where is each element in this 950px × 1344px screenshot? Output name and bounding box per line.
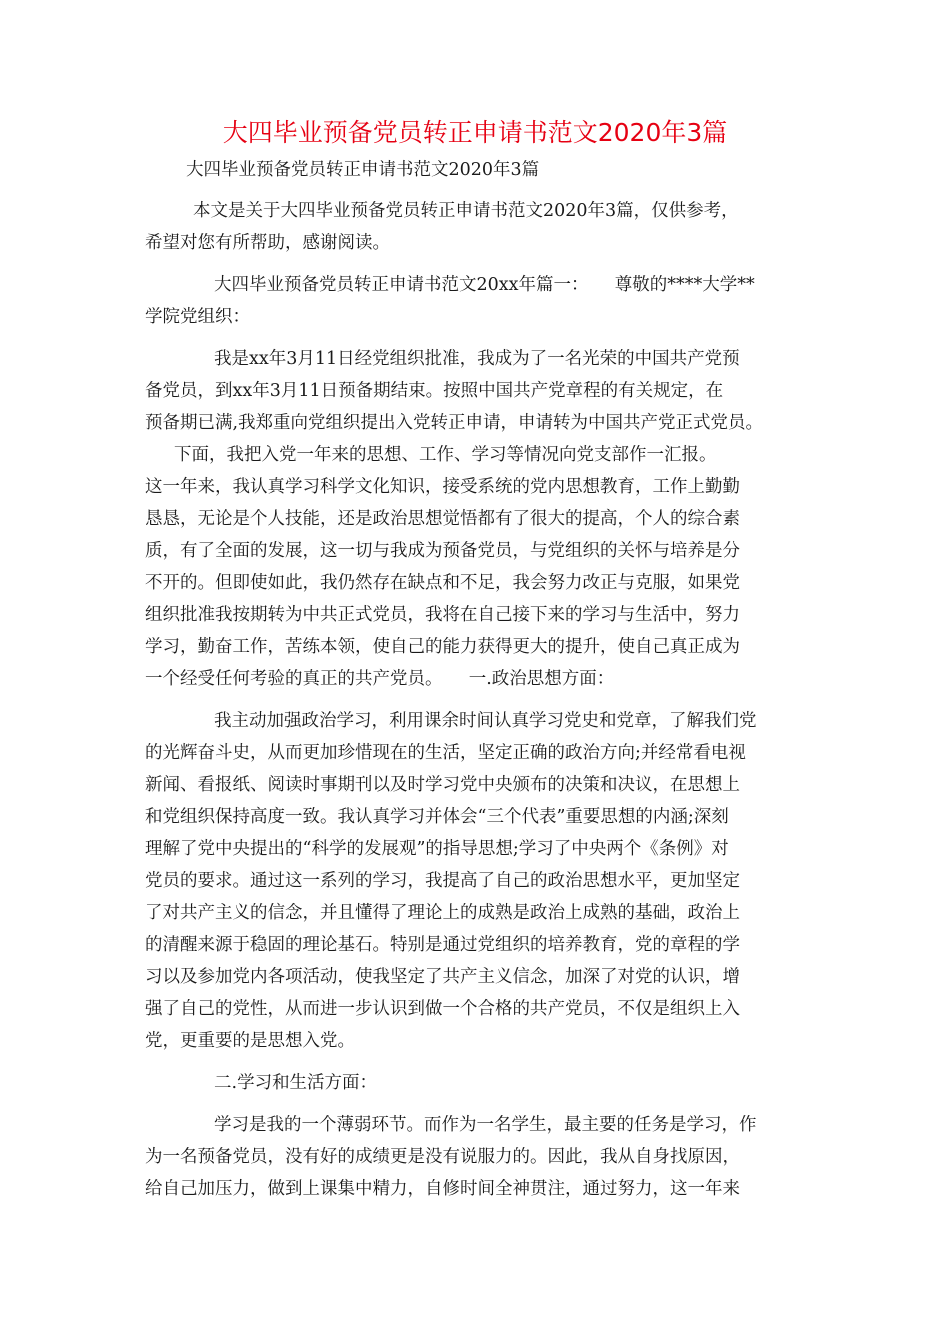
body-line: 学习，勤奋工作，苦练本领，使自己的能力获得更大的提升，使自己真正成为 [145, 637, 740, 657]
body-line: 党员的要求。通过这一系列的学习，我提高了自己的政治思想水平，更加坚定 [145, 871, 740, 891]
body-line: 备党员，到xx年3月11日预备期结束。按照中国共产党章程的有关规定，在 [145, 381, 724, 401]
body-line: 的光辉奋斗史，从而更加珍惜现在的生活，坚定正确的政治方向;并经常看电视 [145, 743, 746, 763]
body-line: 我主动加强政治学习，利用课余时间认真学习党史和党章，了解我们党 [214, 711, 757, 731]
section-heading: 二.学习和生活方面： [214, 1073, 378, 1093]
body-line: 组织批准我按期转为中共正式党员，我将在自己接下来的学习与生活中，努力 [145, 605, 740, 625]
intro-line: 本文是关于大四毕业预备党员转正申请书范文2020年3篇，仅供参考， [193, 201, 739, 221]
body-line: 下面，我把入党一年来的思想、工作、学习等情况向党支部作一汇报。 [174, 445, 717, 465]
body-line: 为一名预备党员，没有好的成绩更是没有说服力的。因此，我从自身找原因， [145, 1147, 740, 1167]
greeting-line: 学院党组织： [145, 307, 250, 327]
body-line: 的清醒来源于稳固的理论基石。特别是通过党组织的培养教育，党的章程的学 [145, 935, 740, 955]
intro-line: 希望对您有所帮助，感谢阅读。 [145, 233, 390, 253]
subtitle-line: 大四毕业预备党员转正申请书范文2020年3篇 [186, 160, 540, 180]
greeting-line: 大四毕业预备党员转正申请书范文20xx年篇一： 尊敬的****大学** [214, 275, 755, 295]
body-line: 强了自己的党性，从而进一步认识到做一个合格的共产党员，不仅是组织上入 [145, 999, 740, 1019]
body-line: 一个经受任何考验的真正的共产党员。 一.政治思想方面： [145, 669, 615, 689]
document-title: 大四毕业预备党员转正申请书范文2020年3篇 [222, 118, 728, 147]
body-line: 了对共产主义的信念，并且懂得了理论上的成熟是政治上成熟的基础，政治上 [145, 903, 740, 923]
body-line: 恳恳，无论是个人技能，还是政治思想觉悟都有了很大的提高，个人的综合素 [145, 509, 740, 529]
body-line: 预备期已满,我郑重向党组织提出入党转正申请，申请转为中国共产党正式党员。 [145, 413, 764, 433]
body-line: 理解了党中央提出的“科学的发展观”的指导思想;学习了中央两个《条例》对 [145, 839, 729, 859]
body-line: 这一年来，我认真学习科学文化知识，接受系统的党内思想教育，工作上勤勤 [145, 477, 740, 497]
body-line: 和党组织保持高度一致。我认真学习并体会“三个代表”重要思想的内涵;深刻 [145, 807, 729, 827]
body-line: 学习是我的一个薄弱环节。而作为一名学生，最主要的任务是学习，作 [214, 1115, 757, 1135]
body-line: 给自己加压力，做到上课集中精力，自修时间全神贯注，通过努力，这一年来 [145, 1179, 740, 1199]
body-line: 不开的。但即使如此，我仍然存在缺点和不足，我会努力改正与克服，如果党 [145, 573, 740, 593]
body-line: 我是xx年3月11日经党组织批准，我成为了一名光荣的中国共产党预 [214, 349, 740, 369]
body-line: 党，更重要的是思想入党。 [145, 1031, 355, 1051]
body-line: 新闻、看报纸、阅读时事期刊以及时学习党中央颁布的决策和决议，在思想上 [145, 775, 740, 795]
body-line: 习以及参加党内各项活动，使我坚定了共产主义信念，加深了对党的认识，增 [145, 967, 740, 987]
body-line: 质，有了全面的发展，这一切与我成为预备党员，与党组织的关怀与培养是分 [145, 541, 740, 561]
